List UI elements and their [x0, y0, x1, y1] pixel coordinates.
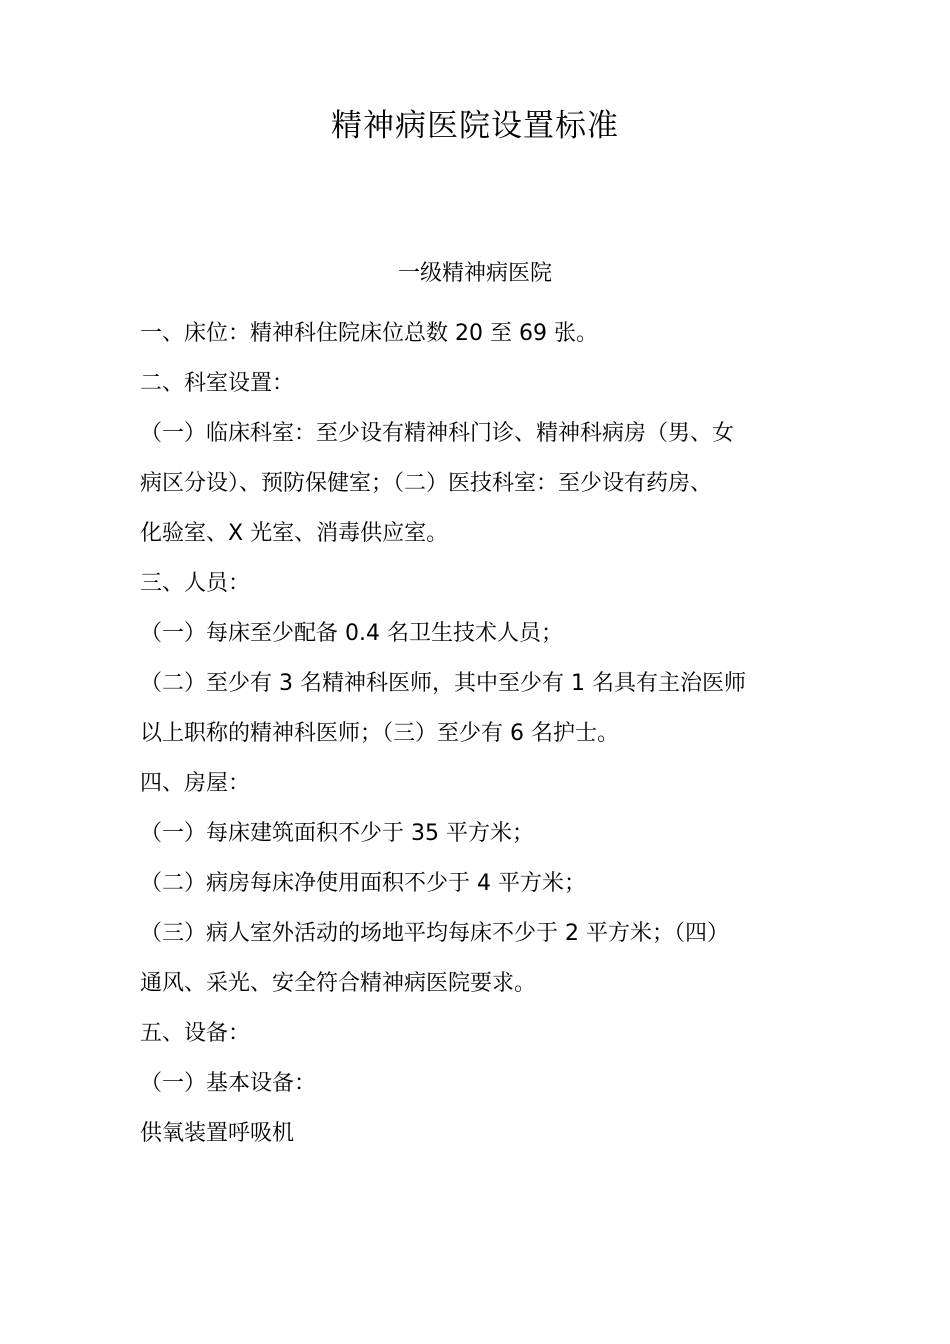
- body-line-equipment-heading: 五、设备：: [140, 1021, 251, 1046]
- body-line-equipment-list: 供氧装置呼吸机: [140, 1121, 295, 1146]
- document-body: [140, 309, 820, 1159]
- body-line-psychiatrists: （二）至少有 3 名精神科医师，其中至少有 1 名具有主治医师: [140, 671, 746, 696]
- document-subtitle: 一级精神病医院: [397, 261, 552, 286]
- body-line-building-area: （一）每床建筑面积不少于 35 平方米；: [140, 821, 534, 846]
- body-line-beds: 一、床位：精神科住院床位总数 20 至 69 张。: [140, 321, 598, 346]
- document-title: 精神病医院设置标准: [331, 108, 619, 144]
- body-line-buildings-heading: 四、房屋：: [140, 771, 251, 796]
- body-line-staff-heading: 三、人员：: [140, 571, 251, 596]
- body-line-departments-heading: 二、科室设置：: [140, 371, 295, 396]
- body-line-outdoor-area: （三）病人室外活动的场地平均每床不少于 2 平方米；（四）: [140, 921, 729, 946]
- body-line-ventilation: 通风、采光、安全符合精神病医院要求。: [140, 971, 537, 996]
- body-line-basic-equipment: （一）基本设备：: [140, 1071, 317, 1096]
- body-line-psychiatrists-cont: 以上职称的精神科医师；（三）至少有 6 名护士。: [140, 721, 619, 746]
- body-line-clinical-departments-cont: 病区分设）、预防保健室；（二）医技科室：至少设有药房、: [140, 471, 713, 496]
- body-line-clinical-departments: （一）临床科室：至少设有精神科门诊、精神科病房（男、女: [140, 421, 735, 446]
- body-line-staff-ratio: （一）每床至少配备 0.4 名卫生技术人员；: [140, 621, 563, 646]
- body-line-ward-area: （二）病房每床净使用面积不少于 4 平方米；: [140, 871, 586, 896]
- body-line-medical-tech-departments: 化验室、X 光室、消毒供应室。: [140, 521, 449, 546]
